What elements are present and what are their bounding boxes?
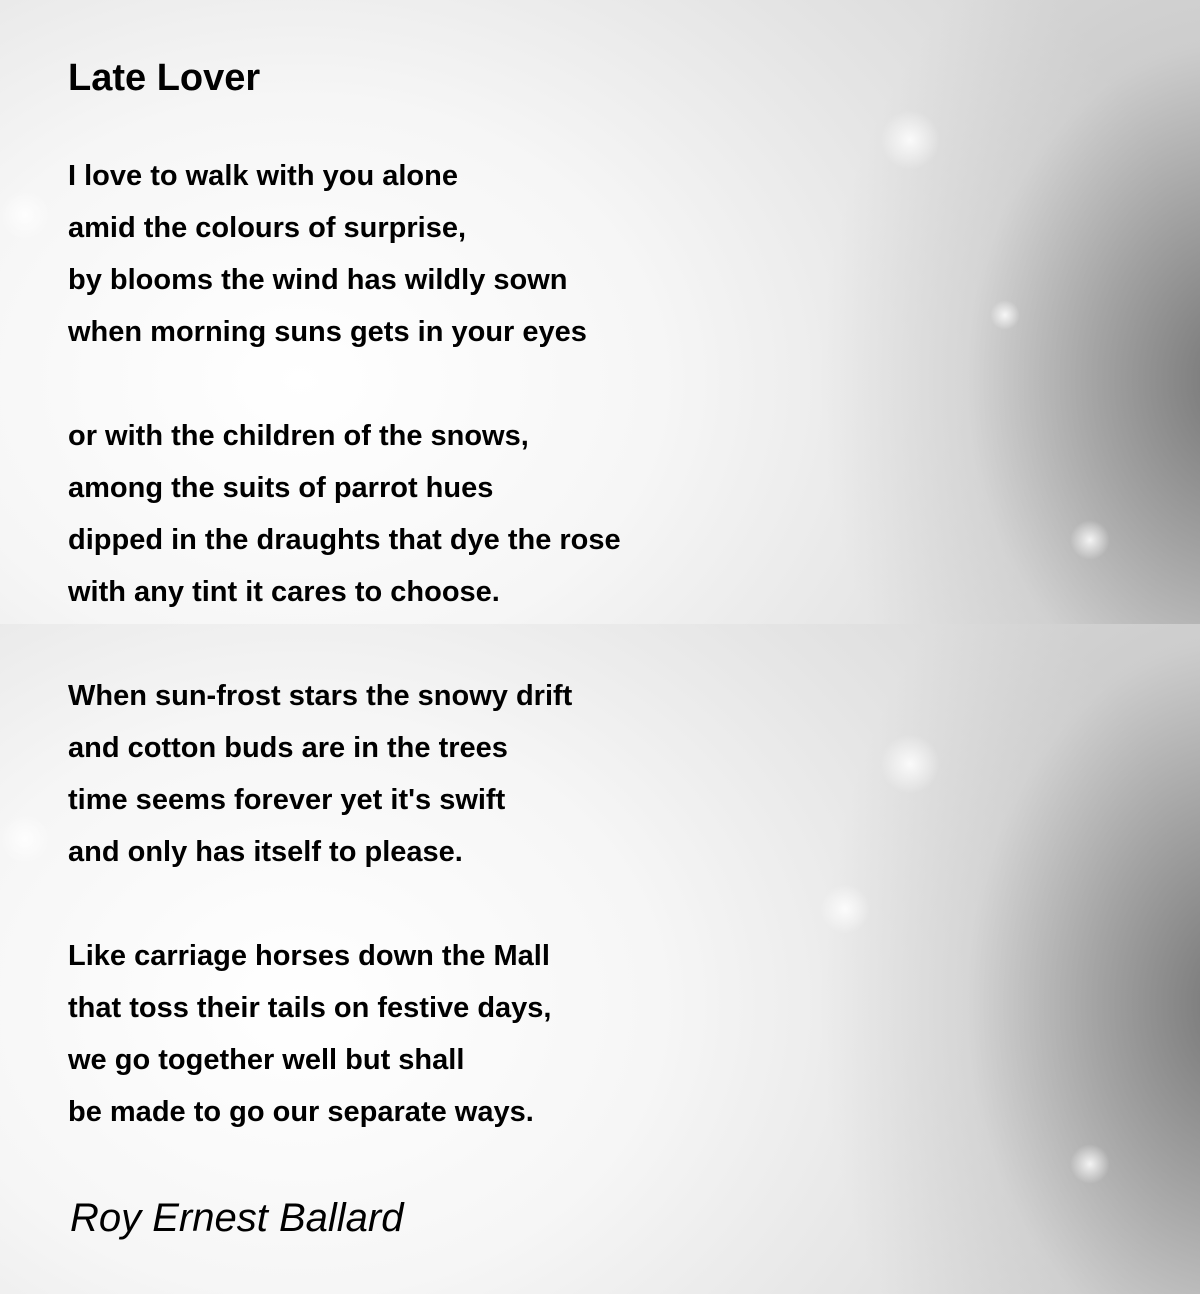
sparkle-decoration — [880, 110, 940, 170]
poem-title: Late Lover — [68, 57, 261, 99]
sparkle-decoration — [820, 884, 870, 934]
stanza-1 — [68, 150, 587, 358]
verse-line: we go together well but shall — [68, 1044, 465, 1076]
sparkle-decoration — [0, 190, 50, 240]
verse-line: by blooms the wind has wildly sown — [68, 264, 568, 296]
sparkle-decoration — [990, 300, 1020, 330]
verse-line: when morning suns gets in your eyes — [68, 316, 587, 348]
verse-line: or with the children of the snows, — [68, 420, 529, 452]
stanza-3 — [68, 670, 572, 878]
verse-line: When sun-frost stars the snowy drift — [68, 680, 573, 712]
sparkle-decoration — [1070, 1144, 1110, 1184]
verse-line: amid the colours of surprise, — [68, 212, 467, 244]
verse-line: that toss their tails on festive days, — [68, 992, 552, 1024]
verse-line: Like carriage horses down the Mall — [68, 940, 550, 972]
verse-line: with any tint it cares to choose. — [68, 576, 500, 608]
poem-author: Roy Ernest Ballard — [70, 1196, 404, 1240]
stanza-2 — [68, 410, 621, 618]
verse-line: be made to go our separate ways. — [68, 1096, 534, 1128]
sparkle-decoration — [0, 814, 50, 864]
verse-line: and only has itself to please. — [68, 836, 463, 868]
verse-line: and cotton buds are in the trees — [68, 732, 508, 764]
verse-line: I love to walk with you alone — [68, 160, 458, 192]
verse-line: among the suits of parrot hues — [68, 472, 494, 504]
sparkle-decoration — [880, 734, 940, 794]
stanza-4 — [68, 930, 551, 1138]
verse-line: dipped in the draughts that dye the rose — [68, 524, 621, 556]
verse-line: time seems forever yet it's swift — [68, 784, 506, 816]
sparkle-decoration — [1070, 520, 1110, 560]
